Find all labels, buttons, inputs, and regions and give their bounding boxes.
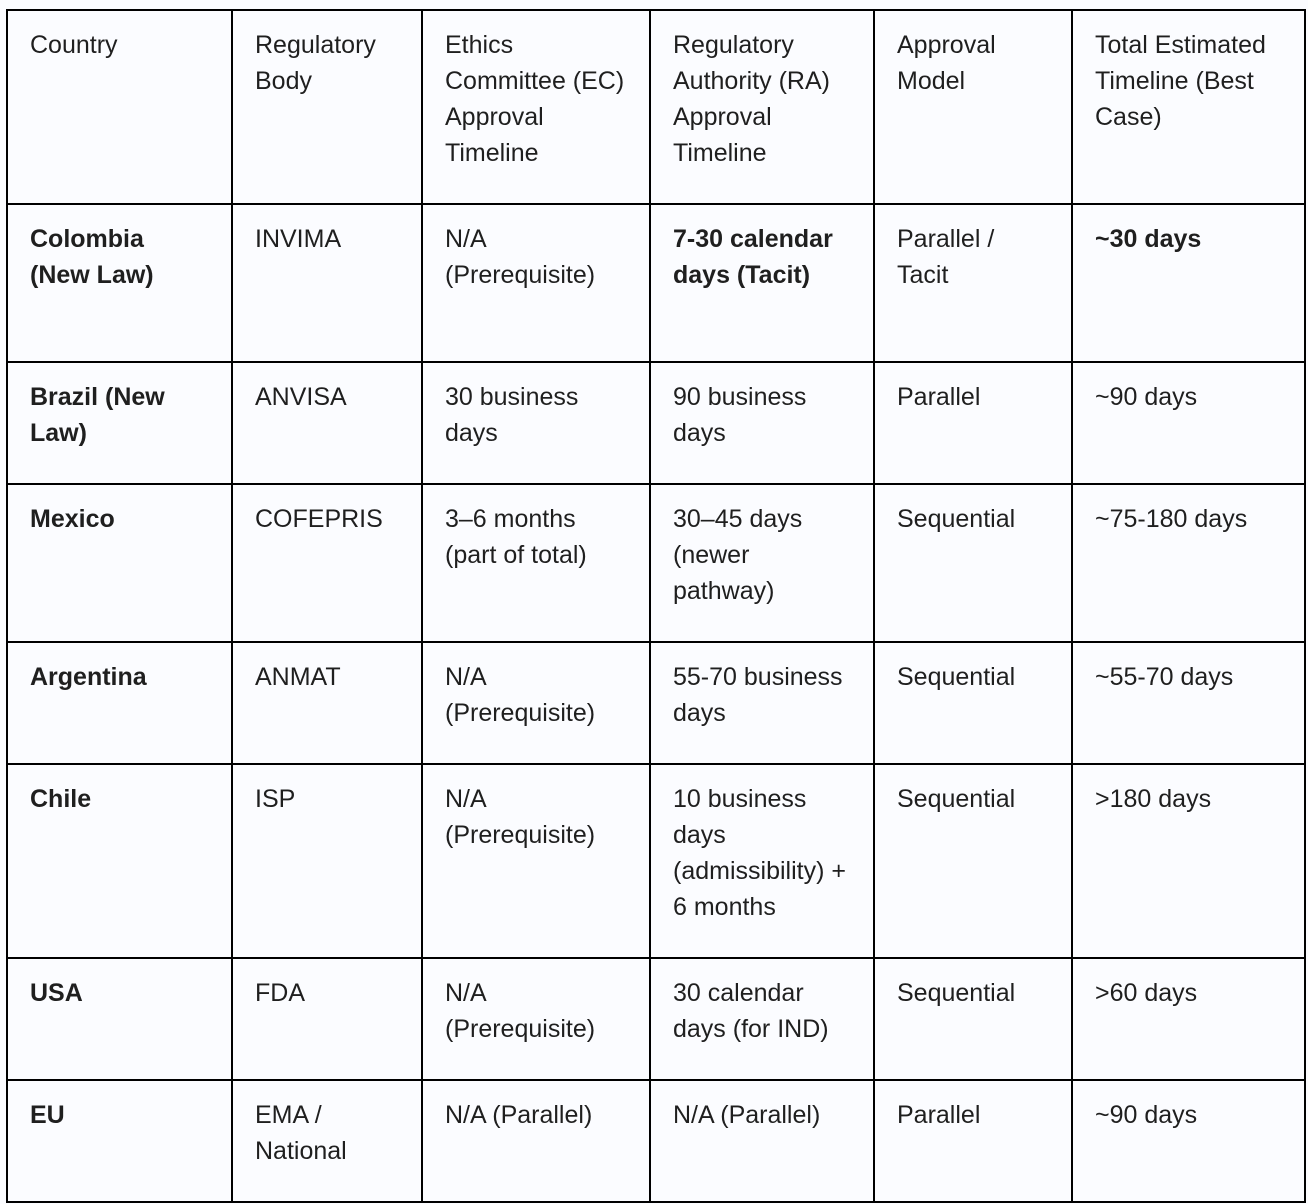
cell-ra-timeline: 30–45 days (newer pathway)	[650, 484, 874, 642]
cell-ra-timeline: 55-70 business days	[650, 642, 874, 764]
cell-approval-model: Parallel / Tacit	[874, 204, 1072, 362]
cell-ec-timeline: 30 business days	[422, 362, 650, 484]
cell-regulatory-body: ANVISA	[232, 362, 422, 484]
header-total-timeline: Total Estimated Timeline (Best Case)	[1072, 10, 1305, 204]
cell-approval-model: Sequential	[874, 642, 1072, 764]
header-ra-timeline: Regulatory Authority (RA) Approval Timeline	[650, 10, 874, 204]
regulatory-timeline-table	[6, 9, 1306, 1203]
header-row	[7, 10, 1305, 204]
cell-approval-model: Parallel	[874, 1080, 1072, 1202]
table-row	[7, 1080, 1305, 1202]
table-row	[7, 642, 1305, 764]
cell-regulatory-body: COFEPRIS	[232, 484, 422, 642]
header-ec-timeline: Ethics Committee (EC) Approval Timeline	[422, 10, 650, 204]
header-country: Country	[7, 10, 232, 204]
cell-ra-timeline: 10 business days (admissibility) + 6 months	[650, 764, 874, 958]
cell-country: EU	[7, 1080, 232, 1202]
cell-ec-timeline: N/A (Parallel)	[422, 1080, 650, 1202]
cell-total-timeline: ~75-180 days	[1072, 484, 1305, 642]
cell-ec-timeline: N/A (Prerequisite)	[422, 958, 650, 1080]
cell-total-timeline: ~90 days	[1072, 362, 1305, 484]
cell-country: USA	[7, 958, 232, 1080]
cell-regulatory-body: FDA	[232, 958, 422, 1080]
cell-total-timeline: ~30 days	[1072, 204, 1305, 362]
table-row	[7, 362, 1305, 484]
header-approval-model: Approval Model	[874, 10, 1072, 204]
table-row	[7, 484, 1305, 642]
cell-regulatory-body: INVIMA	[232, 204, 422, 362]
cell-ra-timeline: N/A (Parallel)	[650, 1080, 874, 1202]
cell-approval-model: Sequential	[874, 958, 1072, 1080]
cell-regulatory-body: EMA / National	[232, 1080, 422, 1202]
cell-total-timeline: ~55-70 days	[1072, 642, 1305, 764]
table-row	[7, 958, 1305, 1080]
cell-ra-timeline: 30 calendar days (for IND)	[650, 958, 874, 1080]
cell-regulatory-body: ISP	[232, 764, 422, 958]
cell-country: Brazil (New Law)	[7, 362, 232, 484]
cell-total-timeline: ~90 days	[1072, 1080, 1305, 1202]
cell-regulatory-body: ANMAT	[232, 642, 422, 764]
cell-ec-timeline: N/A (Prerequisite)	[422, 204, 650, 362]
cell-ec-timeline: N/A (Prerequisite)	[422, 642, 650, 764]
cell-ec-timeline: N/A (Prerequisite)	[422, 764, 650, 958]
cell-ra-timeline: 7-30 calendar days (Tacit)	[650, 204, 874, 362]
cell-country: Chile	[7, 764, 232, 958]
cell-country: Argentina	[7, 642, 232, 764]
cell-total-timeline: >60 days	[1072, 958, 1305, 1080]
cell-approval-model: Sequential	[874, 764, 1072, 958]
cell-ra-timeline: 90 business days	[650, 362, 874, 484]
cell-ec-timeline: 3–6 months (part of total)	[422, 484, 650, 642]
table-row	[7, 764, 1305, 958]
table-row	[7, 204, 1305, 362]
cell-approval-model: Parallel	[874, 362, 1072, 484]
cell-country: Colombia (New Law)	[7, 204, 232, 362]
header-regulatory-body: Regulatory Body	[232, 10, 422, 204]
comparison-table-wrapper	[6, 9, 1306, 1203]
cell-total-timeline: >180 days	[1072, 764, 1305, 958]
cell-approval-model: Sequential	[874, 484, 1072, 642]
cell-country: Mexico	[7, 484, 232, 642]
